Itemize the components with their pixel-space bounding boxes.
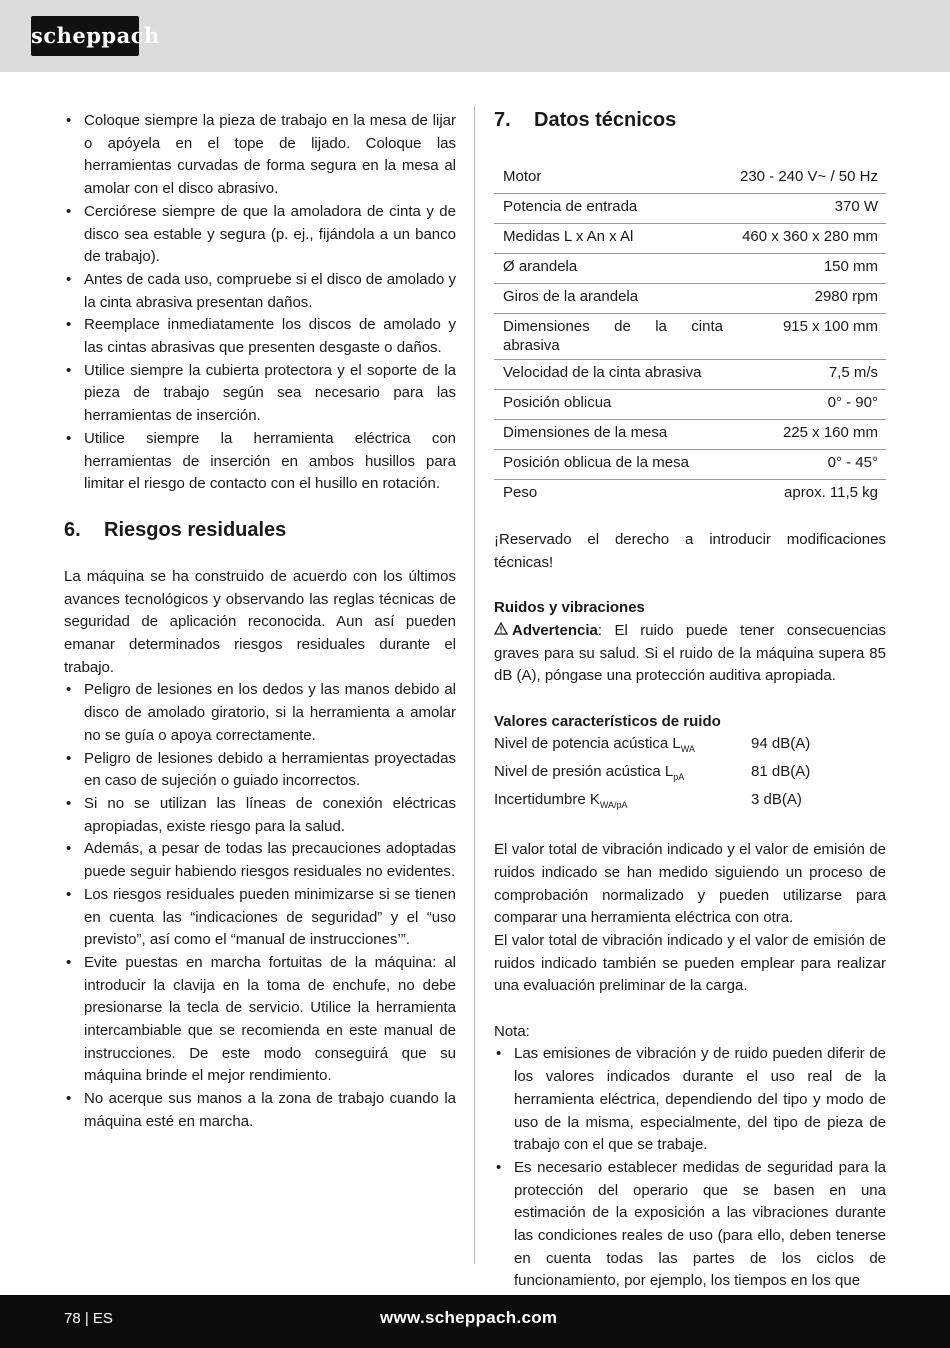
list-item: • Evite puestas en marcha fortuitas de la máquina: al introducir la clavija en la toma de enchufe, no debe presionarse la tecla de servicio. Utilice la herramienta intercambiable que se recomienda en este manual de instrucciones. De este modo conseguirá que su máquina brinde el mejor rendimiento.: [64, 952, 456, 1088]
vibration-paragraph-1: El valor total de vibración indicado y el valor de emisión de ruidos indicado se han medido siguiendo un proceso de comprobación normalizado y pueden utilizarse para comparar una herramienta eléctrica con otra.: [494, 841, 886, 927]
spec-label: Peso: [503, 484, 538, 501]
spec-label: Dimensiones de la cinta abrasiva: [494, 314, 731, 360]
section-6-heading: [64, 516, 456, 544]
spec-value: aprox. 11,5 kg: [784, 484, 878, 501]
list-item: • No acerque sus manos a la zona de trabajo cuando la máquina esté en marcha.: [64, 1088, 456, 1133]
list-item: • Las emisiones de vibración y de ruido pueden diferir de los valores indicados durante el uso real de la herramienta eléctrica, dependiendo del tipo y modo de uso de la misma, especialmente, del tipo de pieza de trabajo con el que se trabaje.: [494, 1043, 886, 1157]
noise-value: 94 dB(A): [751, 735, 811, 753]
spec-label: Potencia de entrada: [494, 194, 731, 224]
spec-row: [494, 224, 886, 254]
list-item: • Utilice siempre la herramienta eléctrica con herramientas de inserción en ambos husillos para limitar el riesgo de contacto con el husillo en rotación.: [64, 428, 456, 496]
spec-value: 230 - 240 V~ / 50 Hz: [731, 164, 886, 194]
vibration-paragraph-2: El valor total de vibración indicado y el valor de emisión de ruidos indicado también se pueden emplear para realizar una evaluación preliminar de la carga.: [494, 931, 886, 995]
noise-label: Nivel de presión acústica L: [494, 763, 674, 780]
list-item: • Coloque siempre la pieza de trabajo en la mesa de lijar o apóyela en el tope de lijado. Coloque las herramientas curvadas de forma segura en la mesa al amolar con el disco abrasivo.: [64, 110, 456, 201]
spec-value: 0° - 90°: [731, 390, 886, 420]
spec-label: Dimensiones de la mesa: [494, 420, 731, 450]
noise-subscript: WA/pA: [599, 799, 628, 810]
section-title: Riesgos residuales: [104, 518, 287, 541]
noise-heading: Ruidos y vibraciones: [494, 599, 645, 617]
spec-value: 225 x 160 mm: [731, 420, 886, 450]
section-title: Datos técnicos: [534, 109, 677, 131]
spec-value: 0° - 45°: [731, 450, 886, 480]
list-item: • Los riesgos residuales pueden minimizarse si se tienen en cuenta las “indicaciones de seguridad” y el “uso previsto”, así como el “manual de instrucciones’”.: [64, 884, 456, 952]
spec-row: [494, 164, 886, 194]
spec-label: Giros de la arandela: [494, 284, 731, 314]
list-item: • Peligro de lesiones debido a herramientas proyectadas en caso de sujeción o guiado incorrectos.: [64, 748, 456, 793]
list-item: • Si no se utilizan las líneas de conexión eléctricas apropiadas, existe riesgo para la salud.: [64, 793, 456, 838]
spec-row: [494, 390, 886, 420]
spec-row: [494, 254, 886, 284]
reserved-note: ¡Reservado el derecho a introducir modificaciones técnicas!: [494, 531, 886, 571]
spec-value: 7,5 m/s: [731, 360, 886, 390]
spec-row: [494, 360, 886, 390]
right-column: [494, 106, 886, 1293]
noise-subscript: pA: [673, 772, 685, 782]
safety-list: [64, 110, 456, 496]
page-number: 78 | ES: [64, 1310, 113, 1327]
list-item: • Utilice siempre la cubierta protectora y el soporte de la pieza de trabajo según sea necesario para las herramientas de inserción.: [64, 360, 456, 428]
column-divider: [474, 106, 475, 1264]
spec-row: [494, 284, 886, 314]
spec-row: [494, 194, 886, 224]
spec-label: Posición oblicua: [494, 390, 731, 420]
noise-values: [494, 733, 886, 816]
footer-band: [0, 1295, 950, 1348]
note-label: Nota:: [494, 1022, 530, 1040]
list-item: • Antes de cada uso, compruebe si el disco de amolado y la cinta abrasiva presentan daños.: [64, 269, 456, 314]
section-7-heading: [494, 106, 886, 134]
noise-value: 3 dB(A): [751, 790, 802, 808]
spec-value: 2980 rpm: [731, 284, 886, 314]
spec-label: Velocidad de la cinta abrasiva: [494, 360, 731, 390]
residual-risks-intro: La máquina se ha construido de acuerdo con los últimos avances tecnológicos y observando las reglas técnicas de seguridad de aplicación reconocida. Aun así pueden emanar determinados riesgos residuales durante el trabajo.: [64, 567, 456, 676]
residual-risks-list: [64, 679, 456, 1133]
spec-value: 150 mm: [731, 254, 886, 284]
technical-data-table: [494, 164, 886, 509]
noise-label: Nivel de potencia acústica L: [494, 735, 681, 753]
note-list: [494, 1043, 886, 1293]
noise-value: 81 dB(A): [751, 763, 811, 780]
noise-values-heading: Valores característicos de ruido: [494, 712, 721, 730]
spec-row: [494, 420, 886, 450]
spec-row: [494, 450, 886, 480]
section-number: 7.: [494, 109, 511, 131]
noise-label: Incertidumbre K: [494, 790, 600, 808]
warning-label: Advertencia: [512, 621, 598, 639]
spec-label: Medidas L x An x Al: [494, 224, 731, 254]
spec-value: 370 W: [731, 194, 886, 224]
list-item: • Cerciórese siempre de que la amoladora de cinta y de disco sea estable y segura (p. ej., fijándola a un banco de trabajo).: [64, 201, 456, 269]
warning-text: : El ruido puede tener consecuencias graves para su salud. Si el ruido de la máquina supera 85 dB (A), póngase una protección auditiva apropiada.: [494, 621, 886, 685]
spec-row: [494, 480, 886, 510]
noise-subscript: WA: [680, 744, 695, 755]
spec-label: Motor: [494, 164, 731, 194]
warning-triangle-icon: [494, 620, 512, 643]
website-link[interactable]: www.scheppach.com: [380, 1308, 558, 1327]
spec-row: [494, 314, 886, 360]
list-item: • Además, a pesar de todas las precauciones adoptadas puede seguir habiendo riesgos residuales no evidentes.: [64, 838, 456, 883]
noise-value-row: [494, 761, 886, 789]
noise-value-row: [494, 789, 886, 817]
brand-logo: scheppach: [31, 16, 139, 56]
noise-warning: [494, 620, 886, 688]
left-column: [64, 110, 456, 1134]
spec-label: Posición oblicua de la mesa: [494, 450, 731, 480]
list-item: • Peligro de lesiones en los dedos y las manos debido al disco de amolado giratorio, si la herramienta a amolar no se guía o apoya correctamente.: [64, 679, 456, 747]
spec-value: 915 x 100 mm: [731, 314, 886, 360]
header-band: [0, 0, 950, 72]
noise-value-row: [494, 733, 886, 761]
spec-value: 460 x 360 x 280 mm: [731, 224, 886, 254]
section-number: 6.: [64, 518, 81, 541]
list-item: • Es necesario establecer medidas de seguridad para la protección del operario que se basen en una estimación de la exposición a las vibraciones durante las condiciones reales de uso (para ello, deben tenerse en cuenta todas las partes de los ciclos de funcionamiento, por ejemplo, los tiempos en los que: [494, 1157, 886, 1293]
list-item: • Reemplace inmediatamente los discos de amolado y las cintas abrasivas que presenten desgaste o daños.: [64, 314, 456, 359]
spec-label: Ø arandela: [494, 254, 731, 284]
